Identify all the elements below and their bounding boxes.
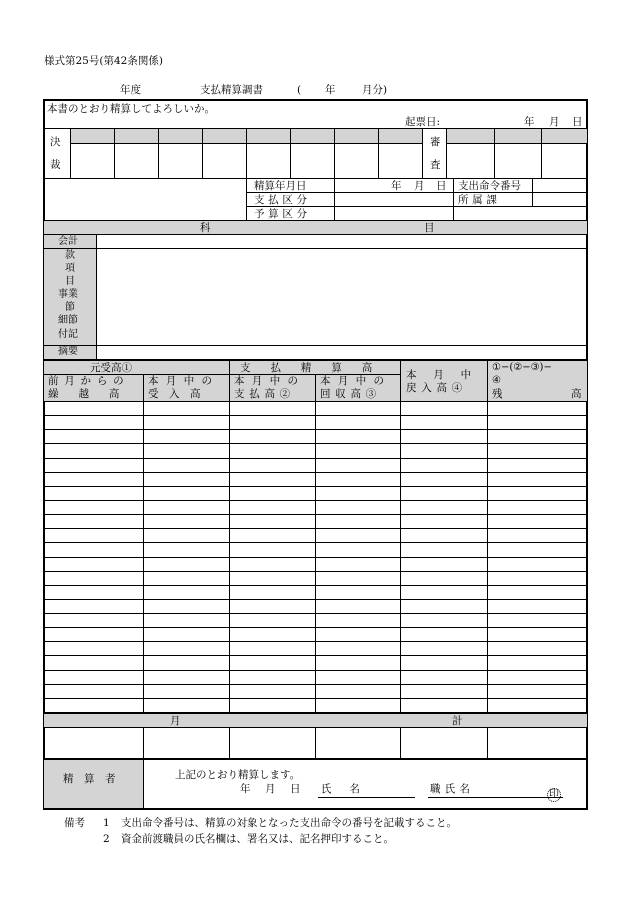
col4-line2: 回収高③ — [320, 388, 381, 400]
settlement-date-label: 精算年月日 — [254, 180, 307, 192]
settler-label: 精算者 — [63, 773, 126, 785]
draft-year: 年 — [524, 116, 535, 128]
label-setsu: 節 — [65, 302, 75, 313]
table-row — [44, 514, 587, 515]
label-tekiyou: 摘要 — [58, 346, 78, 357]
period-month: 月分) — [362, 84, 388, 96]
label-kan: 款 — [65, 250, 75, 261]
table-row — [44, 472, 587, 473]
balance-formula: ①−(②−③)− — [492, 362, 552, 373]
fiscal-year-label: 年度 — [120, 84, 141, 96]
table-row — [44, 542, 587, 543]
settler-statement: 上記のとおり精算します。 — [175, 769, 301, 781]
label-kaikei: 会計 — [58, 236, 78, 247]
col3-line1: 本月中の — [234, 375, 306, 387]
budget-type-label: 予算区分 — [254, 208, 311, 220]
table-row — [44, 415, 587, 416]
col1-line2: 繰越高 — [48, 388, 140, 400]
total-label: 計 — [452, 715, 463, 727]
return-line1: 本月中 — [406, 369, 488, 381]
label-kou: 項 — [65, 263, 75, 274]
period-open: ( — [297, 84, 302, 96]
settler-day: 日 — [290, 783, 301, 795]
col3-line2: 支払高② — [234, 388, 295, 400]
settler-month: 月 — [265, 783, 276, 795]
department-label: 所属課 — [458, 194, 501, 206]
table-row — [44, 458, 587, 459]
table-row — [44, 641, 587, 642]
table-row — [44, 684, 587, 685]
note-2-text: 資金前渡職員の氏名欄は、署名又は、記名押印すること。 — [121, 833, 394, 845]
payment-type-label: 支払区分 — [254, 194, 311, 206]
table-row — [44, 599, 587, 600]
col4-line1: 本月中の — [320, 375, 392, 387]
table-row — [44, 627, 587, 628]
settlement-year: 年 — [391, 180, 402, 192]
note-1-text: 支出命令番号は、精算の対象となった支出命令の番号を記載すること。 — [121, 817, 457, 829]
shinsa-header-band — [446, 129, 587, 143]
label-fuki: 付記 — [58, 329, 78, 340]
form-number: 様式第25号(第42条関係) — [44, 55, 163, 67]
period-year: 年 — [325, 84, 336, 96]
shiharai-seisan-header: 支払精算高 — [240, 362, 393, 374]
col2-line2: 受入高 — [148, 388, 211, 400]
table-row — [44, 429, 587, 430]
col1-line1: 前月からの — [48, 375, 130, 387]
settlement-day: 日 — [436, 180, 447, 192]
table-row — [44, 571, 587, 572]
draft-date-label: 起票日: — [405, 116, 441, 128]
table-row — [44, 670, 587, 671]
month-label: 月 — [170, 715, 181, 727]
table-row — [44, 486, 587, 487]
settler-name-label: 氏名 — [321, 783, 378, 795]
table-row — [44, 698, 587, 699]
approval-question: 本書のとおり精算してよろしいか。 — [47, 103, 215, 115]
label-moku: 目 — [65, 276, 75, 287]
seal-mark: 印 — [549, 789, 559, 800]
label-saisetsu: 細節 — [58, 315, 78, 326]
shinsa-char-2: 査 — [430, 159, 441, 171]
return-line2: 戻入高④ — [406, 382, 467, 394]
table-row — [44, 500, 587, 501]
shinsa-char-1: 審 — [430, 136, 441, 148]
note-2-number: 2 — [103, 833, 110, 845]
balance-formula-2: ④ — [492, 375, 501, 386]
label-jigyou: 事業 — [58, 289, 78, 300]
table-row — [44, 443, 587, 444]
balance-label-1: 残 — [492, 388, 503, 400]
table-row — [44, 528, 587, 529]
motouke-header: 元受高① — [90, 362, 132, 374]
col2-line1: 本月中の — [148, 375, 220, 387]
table-row — [44, 585, 587, 586]
order-number-label: 支出命令番号 — [458, 180, 521, 192]
table-row — [44, 613, 587, 614]
subject-header-band — [44, 221, 587, 234]
note-1-number: 1 — [103, 817, 110, 829]
table-row — [44, 655, 587, 656]
notes-label: 備考 — [64, 817, 85, 829]
page-title: 支払精算調書 — [200, 84, 263, 96]
settlement-month: 月 — [414, 180, 425, 192]
totals-header-band — [44, 714, 587, 727]
subject-ka: 科 — [200, 222, 211, 234]
draft-day: 日 — [572, 116, 583, 128]
draft-month: 月 — [549, 116, 560, 128]
kessai-char-1: 決 — [50, 136, 61, 148]
settler-year: 年 — [240, 783, 251, 795]
subject-moku: 目 — [424, 222, 435, 234]
kessai-char-2: 裁 — [50, 159, 61, 171]
staff-name-label: 職氏名 — [430, 783, 475, 795]
table-row — [44, 557, 587, 558]
balance-label-2: 高 — [571, 388, 582, 400]
